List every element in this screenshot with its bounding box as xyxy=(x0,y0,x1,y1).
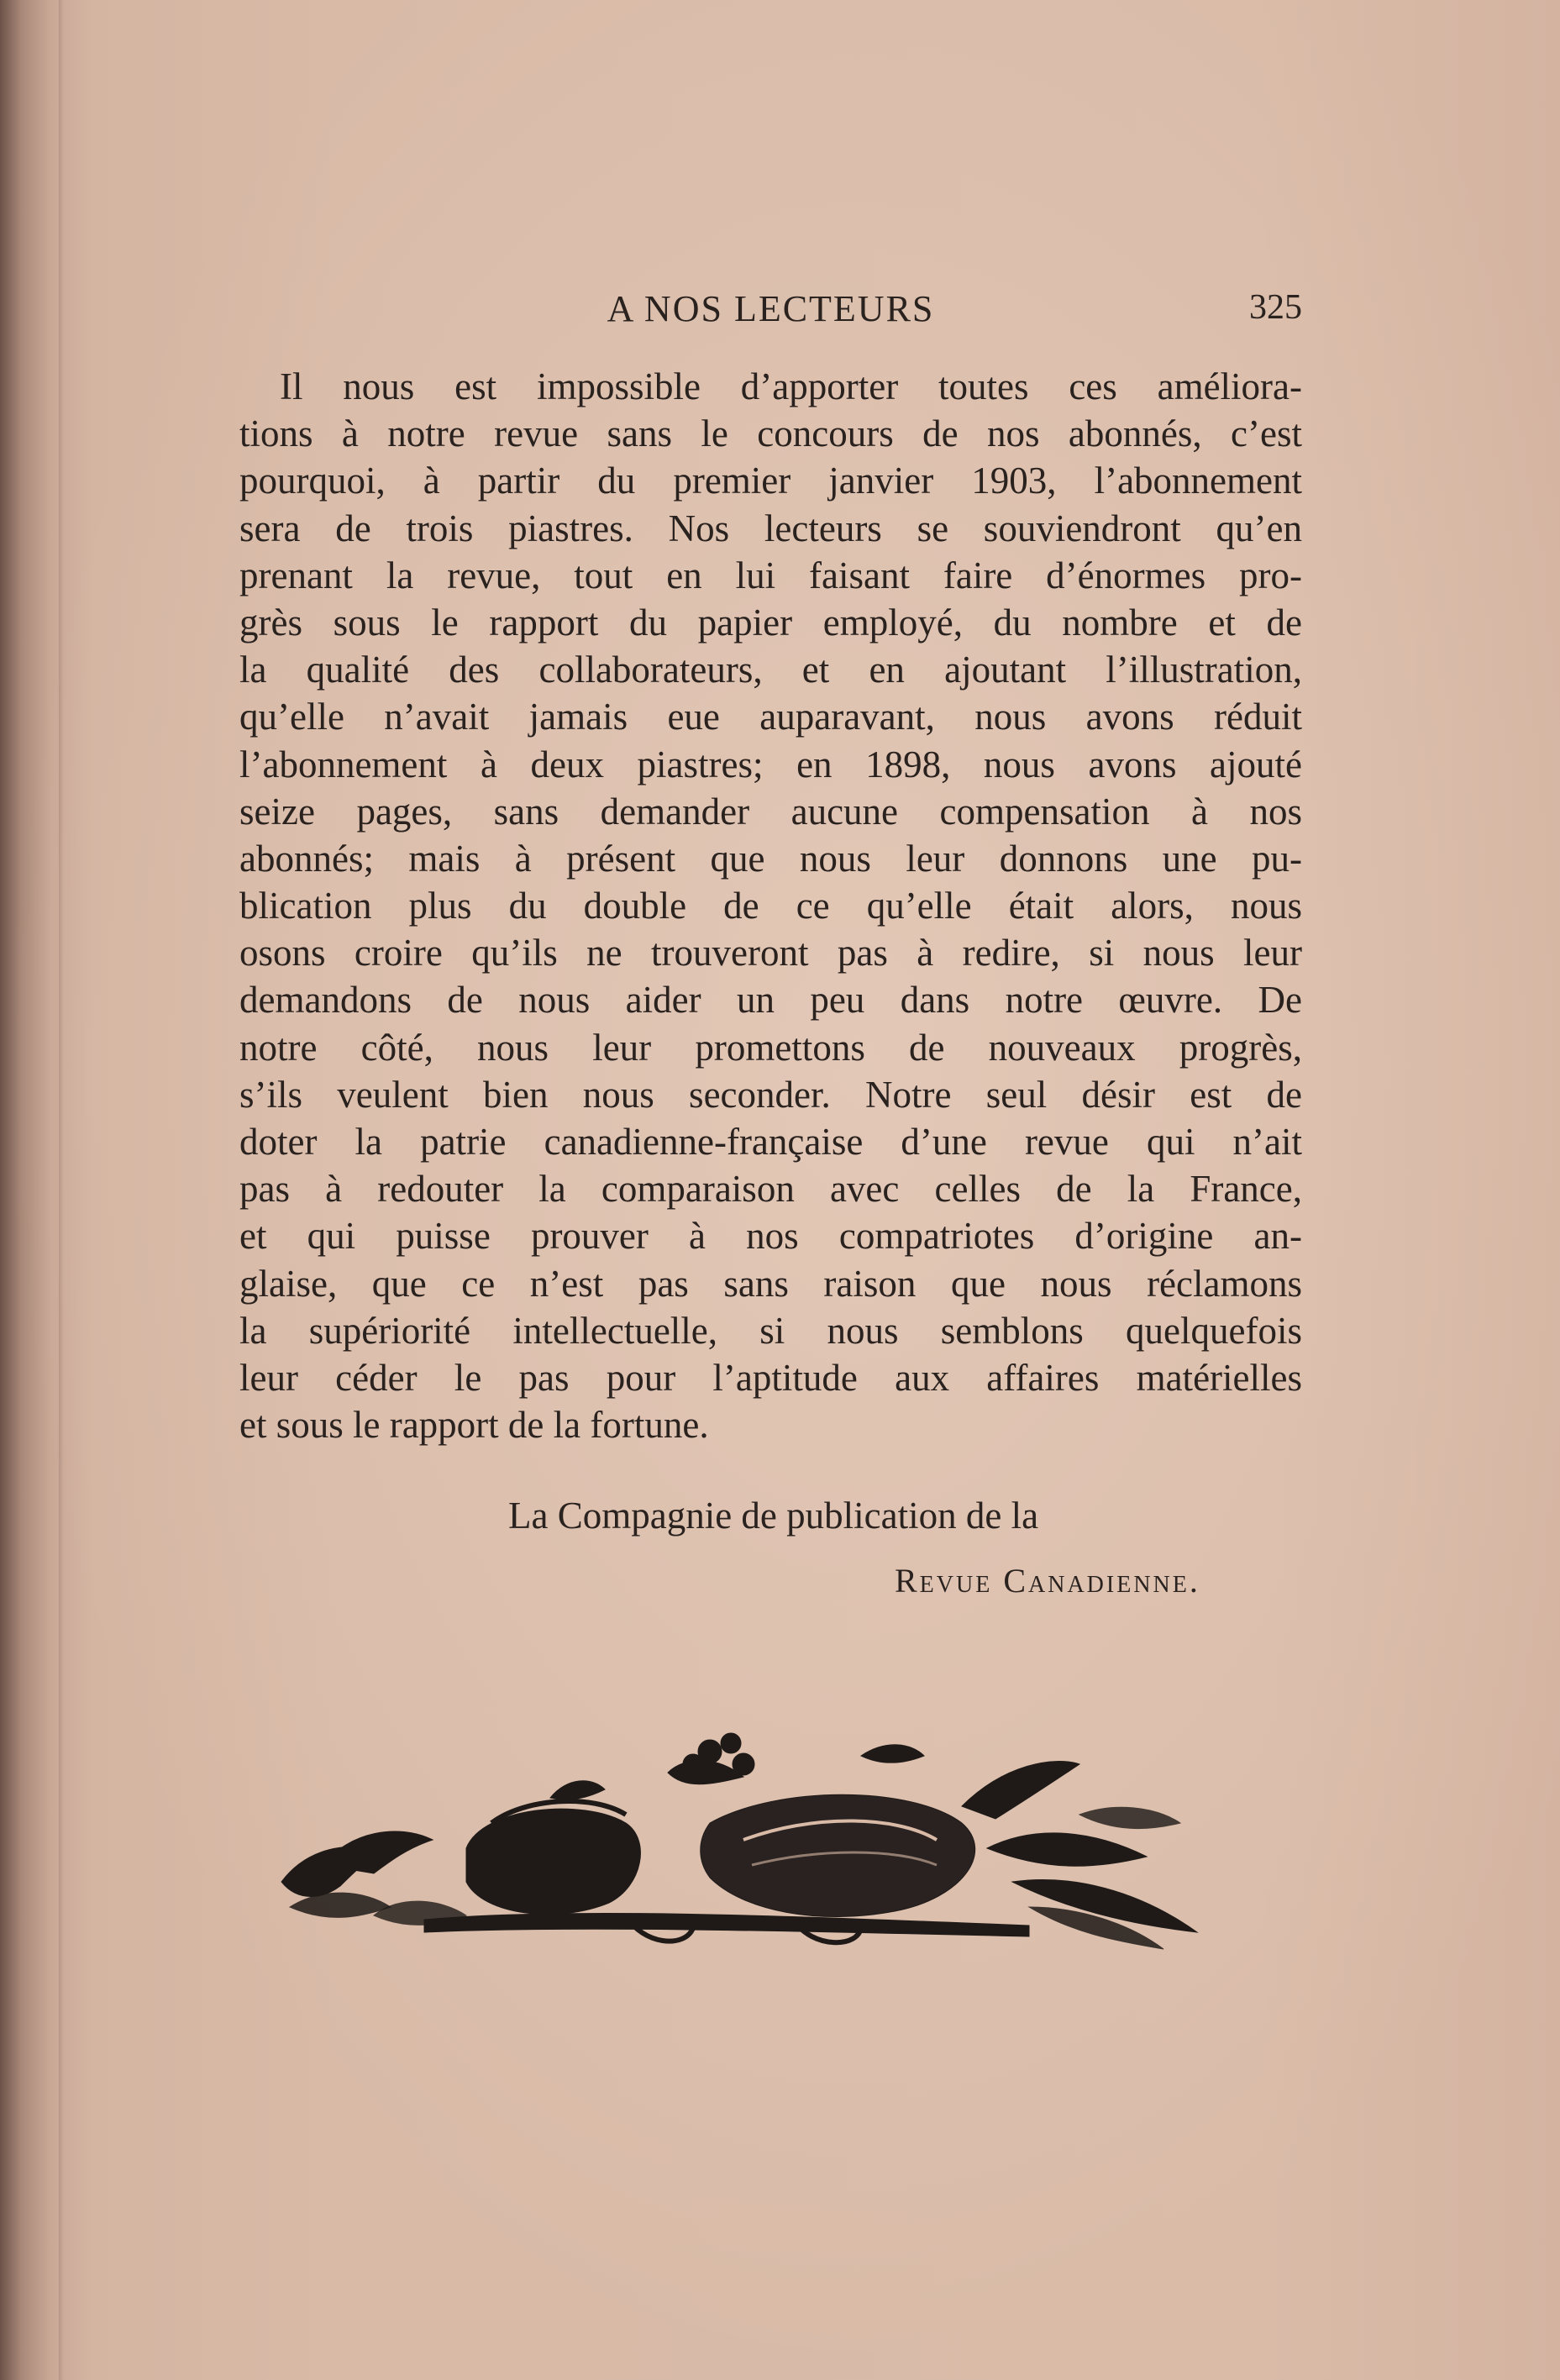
signature-line-1: La Compagnie de publication de la xyxy=(508,1495,1039,1537)
text-line: notre côté, nous leur promettons de nouveaux progrès, xyxy=(239,1026,1302,1069)
body-paragraph xyxy=(239,363,1302,1448)
text-line: demandons de nous aider un peu dans notre œuvre. De xyxy=(239,979,1302,1022)
text-line: qu’elle n’avait jamais eue auparavant, nous avons réduit xyxy=(239,696,1302,738)
text-line: et qui puisse prouver à nos compatriotes d’origine an- xyxy=(239,1215,1302,1258)
text-line: l’abonnement à deux piastres; en 1898, nous avons ajouté xyxy=(239,743,1302,785)
text-line: blication plus du double de ce qu’elle était alors, nous xyxy=(239,885,1302,927)
text-line: seize pages, sans demander aucune compensation à nos xyxy=(239,790,1302,833)
text-line: Il nous est impossible d’apporter toutes ces améliora- xyxy=(280,365,1302,407)
text-line: tions à notre revue sans le concours de nos abonnés, c’est xyxy=(239,412,1302,455)
still-life-vignette-icon xyxy=(273,1705,1239,1957)
text-line: glaise, que ce n’est pas sans raison que nous réclamons xyxy=(239,1262,1302,1305)
signature-line-2: Revue Canadienne. xyxy=(895,1562,1200,1600)
text-line: la supériorité intellectuelle, si nous semblons quelquefois xyxy=(239,1309,1302,1352)
running-title: A NOS LECTEURS xyxy=(607,288,935,329)
text-line: la qualité des collaborateurs, et en ajoutant l’illustration, xyxy=(239,649,1302,691)
text-line: leur céder le pas pour l’aptitude aux affaires matérielles xyxy=(239,1356,1302,1399)
text-line: pourquoi, à partir du premier janvier 1903, l’abonnement xyxy=(239,460,1302,502)
text-line: osons croire qu’ils ne trouveront pas à redire, si nous leur xyxy=(239,932,1302,975)
text-line: s’ils veulent bien nous seconder. Notre seul désir est de xyxy=(239,1073,1302,1116)
text-line: prenant la revue, tout en lui faisant faire d’énormes pro- xyxy=(239,554,1302,596)
page-number: 325 xyxy=(1249,288,1302,327)
text-line: grès sous le rapport du papier employé, du nombre et de xyxy=(239,601,1302,644)
text-line: sera de trois piastres. Nos lecteurs se souviendront qu’en xyxy=(239,507,1302,549)
page-gutter-shadow xyxy=(59,0,64,2380)
text-line: et sous le rapport de la fortune. xyxy=(239,1404,709,1447)
text-line: doter la patrie canadienne-française d’une revue qui n’ait xyxy=(239,1121,1302,1163)
text-line: pas à redouter la comparaison avec celles de la France, xyxy=(239,1168,1302,1211)
page-header xyxy=(239,287,1302,338)
text-line: abonnés; mais à présent que nous leur donnons une pu- xyxy=(239,837,1302,880)
